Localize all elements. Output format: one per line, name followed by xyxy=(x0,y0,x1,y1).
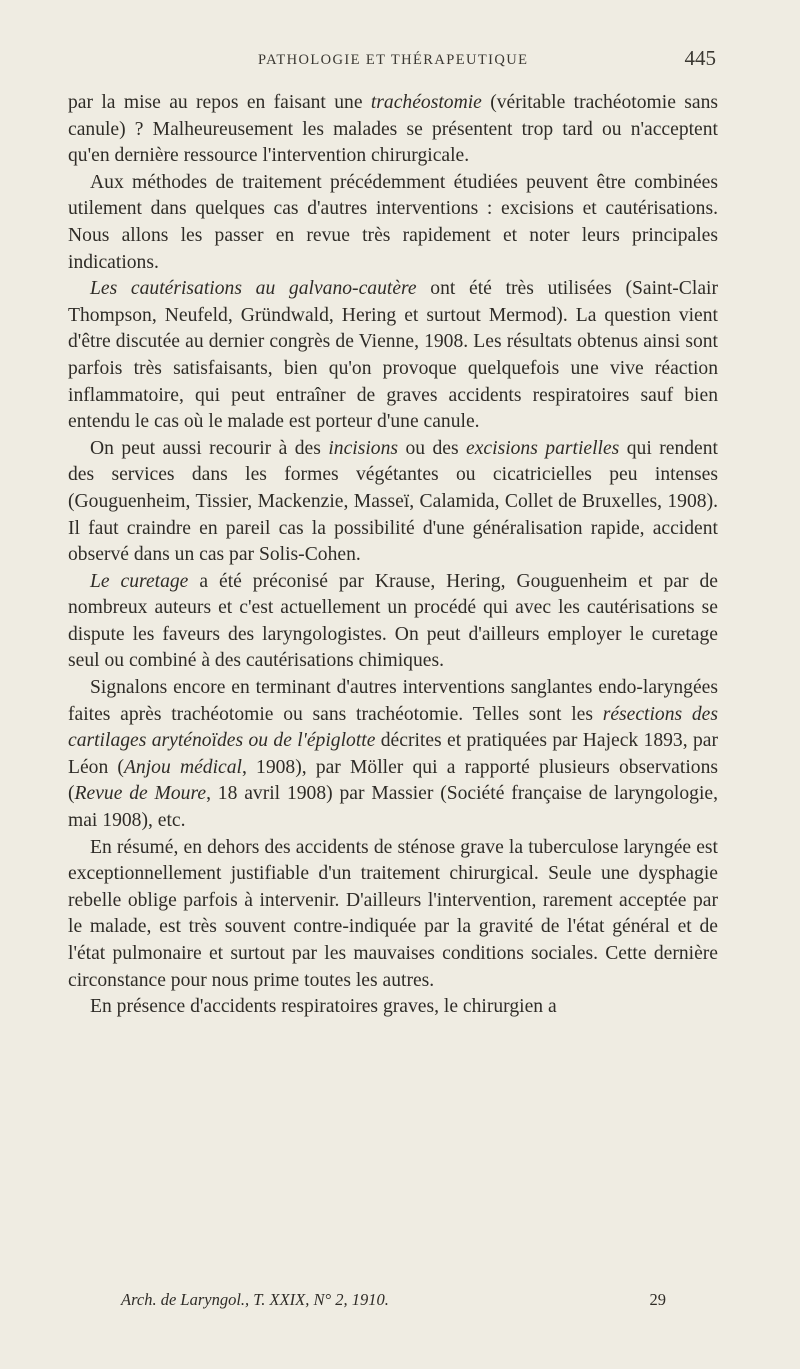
text-run: ont été très utilisées (Saint-Clair Thompson, Neufeld, Gründwald, Hering et surtout Mermod). La question vient d'être discutée au dernier congrès de Vienne, 1908. Les résultats obtenus ainsi sont parfois très satisfaisants, bien qu'on provoque quelquefois une vive réaction inflammatoire, qui peut entraîner de graves accidents respiratoires sauf bien entendu le cas où le malade est porteur d'une canule. xyxy=(68,278,718,433)
text-run: , 1908), par Möller qui a rapporté plusieurs observations ( xyxy=(68,756,718,805)
text-run: par la mise au repos en faisant une xyxy=(68,92,371,113)
text-run: En présence d'accidents respiratoires graves, le chirurgien a xyxy=(90,996,557,1018)
italic-term: trachéostomie xyxy=(370,92,482,113)
running-title: PATHOLOGIE ET THÉRAPEUTIQUE xyxy=(258,52,529,68)
paragraph-5 xyxy=(68,569,718,675)
italic-term: Les cautérisations au galvano-cautère xyxy=(90,278,417,300)
italic-term: Anjou médical xyxy=(123,756,242,778)
paragraph-1 xyxy=(68,90,718,170)
italic-term: incisions xyxy=(328,437,398,459)
text-run: ou des xyxy=(398,437,467,459)
italic-term: résections des cartilages aryténoïdes ou de l'épiglotte xyxy=(68,703,718,752)
body-text xyxy=(68,90,718,1021)
page-footer xyxy=(121,1290,666,1312)
paragraph-3 xyxy=(68,276,718,436)
page-header xyxy=(258,46,716,72)
paragraph-2 xyxy=(68,170,718,276)
paragraph-7 xyxy=(68,835,718,995)
page-number: 445 xyxy=(684,46,716,70)
text-run: On peut aussi recourir à des xyxy=(90,437,329,459)
text-run: En résumé, en dehors des accidents de sténose grave la tuberculose laryngée est exceptionnellement justifiable d'un traitement chirurgical. Seule une dysphagie rebelle oblige parfois à intervenir. D'ailleurs l'intervention, rarement acceptée par le malade, est très souvent contre-indiquée par la gravité de l'état général et de l'état pulmonaire et surtout par les mauvaises conditions sociales. Cette dernière circonstance pour nous prime toutes les autres. xyxy=(68,836,718,991)
italic-term: excisions partielles xyxy=(466,437,620,459)
text-run: Aux méthodes de traitement précédemment étudiées peuvent être combinées utilement dans quelques cas d'autres interventions : excisions et cautérisations. Nous allons les passer en revue très rapidement et noter leurs principales indications. xyxy=(68,171,718,273)
text-run: , 18 avril 1908) par Massier (Société française de laryngologie, mai 1908), etc. xyxy=(68,783,719,832)
paragraph-4 xyxy=(68,436,718,569)
text-run: Signalons encore en terminant d'autres interventions sanglantes endo-laryngées faites après trachéotomie ou sans trachéotomie. Telles sont les xyxy=(68,677,718,725)
text-run: décrites et pratiquées par Hajeck 1893, par Léon ( xyxy=(68,730,718,778)
paragraph-8 xyxy=(68,994,718,1021)
paragraph-6 xyxy=(68,675,718,835)
italic-term: Le curetage xyxy=(90,570,189,592)
text-run: (véritable trachéotomie sans canule) ? Malheureusement les malades se présentent trop tard ou n'acceptent qu'en dernière ressource l'intervention chirurgicale. xyxy=(68,92,718,167)
journal-reference: Arch. de Laryngol., T. XXIX, N° 2, 1910. xyxy=(121,1290,389,1309)
signature-mark: 29 xyxy=(649,1290,666,1309)
text-run: a été préconisé par Krause, Hering, Gouguenheim et par de nombreux auteurs et c'est actuellement un procédé qui avec les cautérisations se dispute les faveurs des laryngologistes. On peut d'ailleurs employer le curetage seul ou combiné à des cautérisations chimiques. xyxy=(68,570,718,672)
text-run: qui rendent des services dans les formes végétantes ou cicatricielles peu intenses (Gouguenheim, Tissier, Mackenzie, Masseï, Calamida, Collet de Bruxelles, 1908). Il faut craindre en pareil cas la possibilité d'une généralisation rapide, accident observé dans un cas par Solis-Cohen. xyxy=(68,437,718,566)
italic-term: Revue de Moure xyxy=(74,783,207,805)
